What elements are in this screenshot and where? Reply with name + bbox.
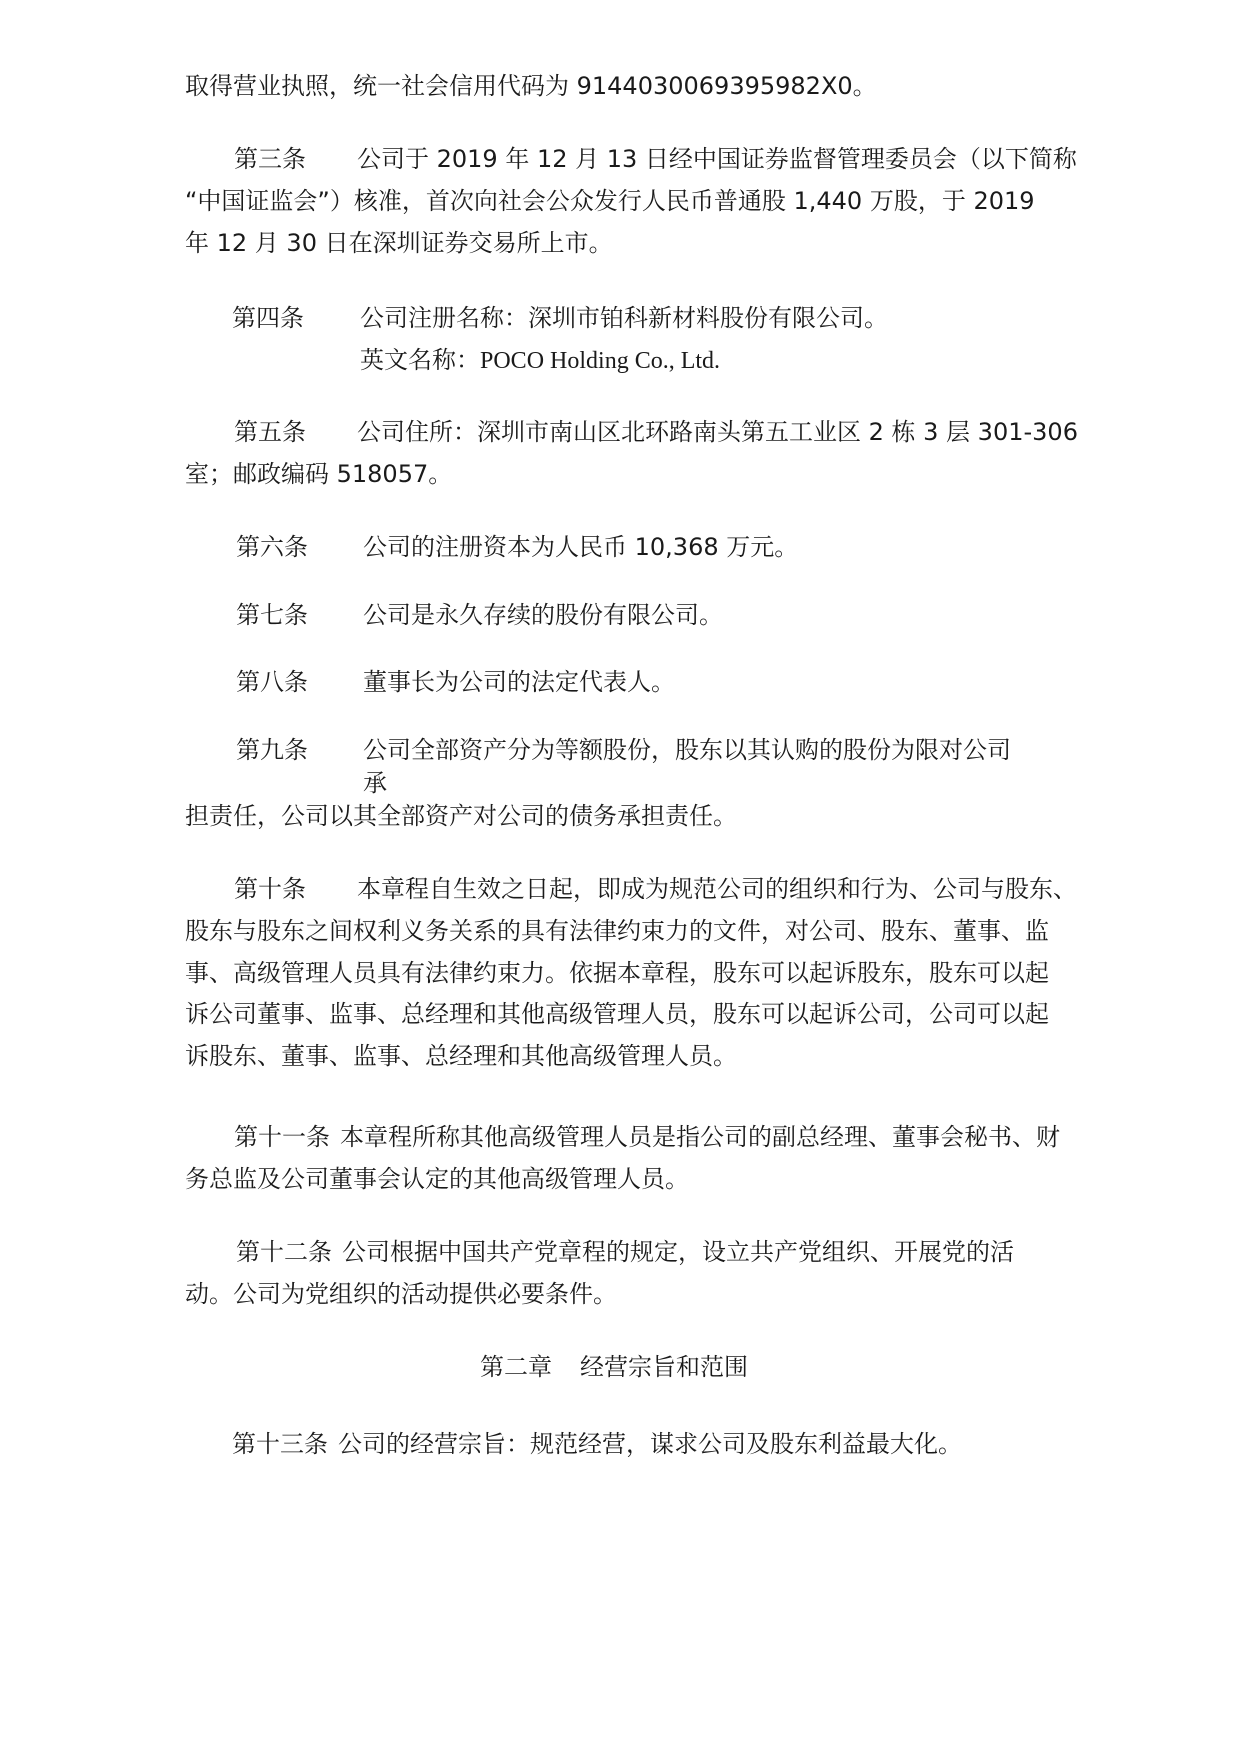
- article-10-line-1: 本章程自生效之日起，即成为规范公司的组织和行为、公司与股东、: [357, 875, 1077, 903]
- article-10-line-5: 诉股东、董事、监事、总经理和其他高级管理人员。: [185, 1042, 737, 1070]
- article-11-line-2: 务总监及公司董事会认定的其他高级管理人员。: [185, 1165, 689, 1193]
- article-6-text: 公司的注册资本为人民币 10,368 万元。: [363, 533, 799, 561]
- article-5-label: 第五条: [234, 418, 306, 446]
- article-8-label: 第八条: [236, 668, 308, 696]
- article-4-line-2: [360, 345, 720, 376]
- article-12-label: 第十二条: [236, 1238, 332, 1266]
- article-9-line-2: 担责任，公司以其全部资产对公司的债务承担责任。: [185, 802, 737, 830]
- article-3-line-1: 公司于 2019 年 12 月 13 日经中国证券监督管理委员会（以下简称: [357, 145, 1077, 173]
- chapter-2-title: 经营宗旨和范围: [580, 1353, 748, 1381]
- article-10-line-3: 事、高级管理人员具有法律约束力。依据本章程，股东可以起诉股东，股东可以起: [185, 959, 1049, 987]
- article-9-label: 第九条: [236, 736, 308, 764]
- article-4-label: 第四条: [232, 304, 304, 332]
- chapter-2-number: 第二章: [480, 1353, 552, 1381]
- article-3-label: 第三条: [234, 145, 306, 173]
- article-3-line-2: “中国证监会”）核准，首次向社会公众发行人民币普通股 1,440 万股，于 2019: [185, 187, 1035, 215]
- article-13-label: 第十三条: [232, 1430, 328, 1458]
- english-name-label: 英文名称：: [360, 346, 480, 374]
- article-9-line-1-overflow: 承: [363, 769, 387, 797]
- article-9-line-1: 公司全部资产分为等额股份，股东以其认购的股份为限对公司: [363, 736, 1011, 764]
- article-11-label: 第十一条: [234, 1123, 330, 1151]
- article-11-line-1: 本章程所称其他高级管理人员是指公司的副总经理、董事会秘书、财: [340, 1123, 1060, 1151]
- article-10-line-4: 诉公司董事、监事、总经理和其他高级管理人员，股东可以起诉公司，公司可以起: [185, 1000, 1049, 1028]
- article-7-text: 公司是永久存续的股份有限公司。: [363, 601, 723, 629]
- article-13-text: 公司的经营宗旨：规范经营，谋求公司及股东利益最大化。: [338, 1430, 962, 1458]
- article-12-line-2: 动。公司为党组织的活动提供必要条件。: [185, 1280, 617, 1308]
- article-8-text: 董事长为公司的法定代表人。: [363, 668, 675, 696]
- article-12-line-1: 公司根据中国共产党章程的规定，设立共产党组织、开展党的活: [342, 1238, 1014, 1266]
- article-5-line-2: 室；邮政编码 518057。: [185, 460, 453, 488]
- article-10-line-2: 股东与股东之间权利义务关系的具有法律约束力的文件，对公司、股东、董事、监: [185, 917, 1049, 945]
- article-5-line-1: 公司住所：深圳市南山区北环路南头第五工业区 2 栋 3 层 301-306: [357, 418, 1078, 446]
- article-7-label: 第七条: [236, 601, 308, 629]
- article-4-line-1: 公司注册名称：深圳市铂科新材料股份有限公司。: [360, 304, 888, 332]
- article-3-line-3: 年 12 月 30 日在深圳证券交易所上市。: [185, 229, 613, 257]
- article-6-label: 第六条: [236, 533, 308, 561]
- english-name-value: POCO Holding Co., Ltd.: [480, 348, 721, 374]
- article-10-label: 第十条: [234, 875, 306, 903]
- intro-line: 取得营业执照，统一社会信用代码为 9144030069395982X0。: [185, 72, 877, 100]
